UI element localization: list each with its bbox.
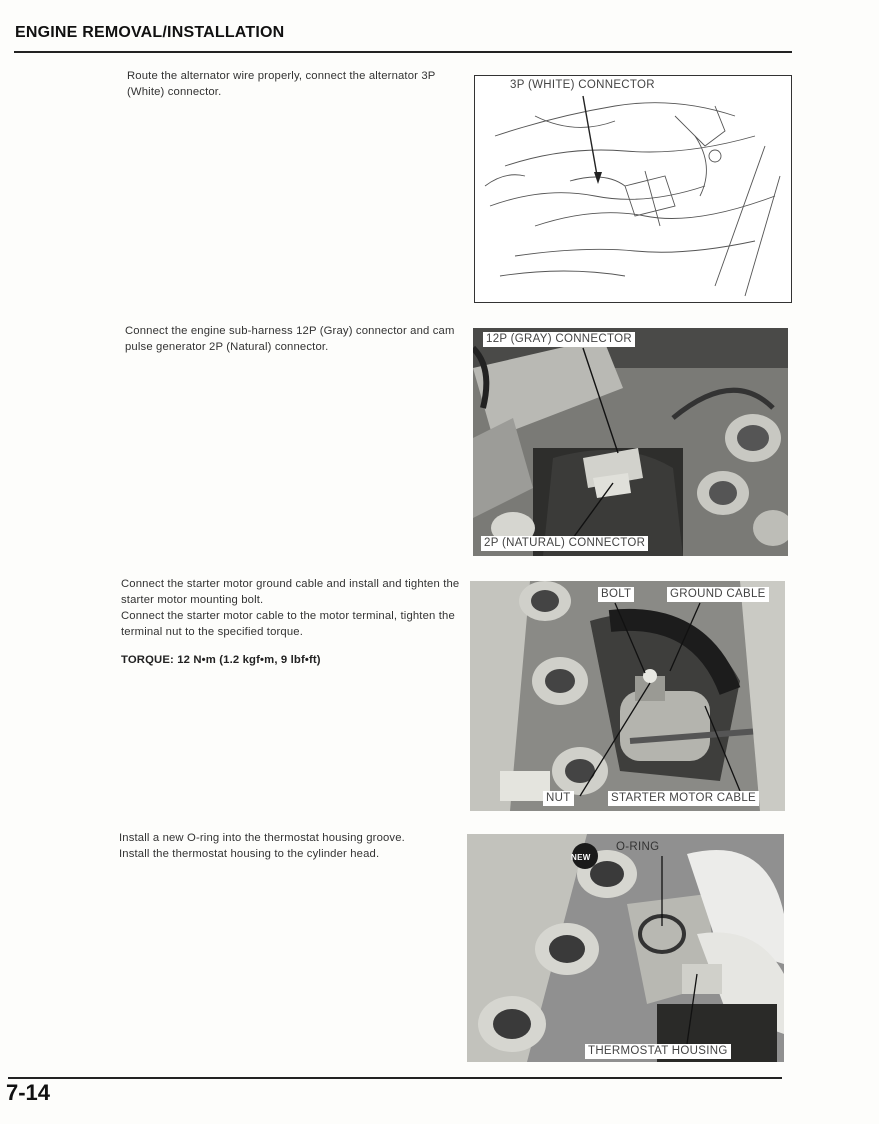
photo-starter-motor <box>470 581 785 811</box>
photo-thermostat-area <box>467 834 784 1062</box>
step-4-paragraph-2: Install the thermostat housing to the cylinder head. <box>119 848 380 860</box>
step-4-paragraph-1: Install a new O-ring into the thermostat housing groove. <box>119 832 405 844</box>
step-2-text <box>125 323 465 355</box>
step-2-paragraph: Connect the engine sub-harness 12P (Gray) connector and cam pulse generator 2P (Natural) connector. <box>125 325 455 353</box>
callout-starter-motor-cable: STARTER MOTOR CABLE <box>608 791 759 806</box>
new-part-badge: NEW <box>571 853 591 862</box>
step-3-paragraph-1: Connect the starter motor ground cable and install and tighten the starter motor mounting bolt. <box>121 578 460 606</box>
callout-2p-natural-connector: 2P (NATURAL) CONNECTOR <box>481 536 648 551</box>
footer-rule <box>8 1077 782 1079</box>
line-drawing-alternator <box>475 76 791 302</box>
photo-thermostat-housing <box>467 834 784 1062</box>
callout-bolt: BOLT <box>598 587 634 602</box>
step-4-text <box>119 830 453 862</box>
photo-engine-top <box>473 328 788 556</box>
step-1-paragraph: Route the alternator wire properly, connect the alternator 3P (White) connector. <box>127 70 436 98</box>
callout-thermostat-housing: THERMOSTAT HOUSING <box>585 1044 731 1059</box>
figure-alternator-connector <box>474 75 792 303</box>
callout-ground-cable: GROUND CABLE <box>667 587 769 602</box>
photo-sub-harness-connectors <box>473 328 788 556</box>
step-1-text <box>127 68 462 100</box>
step-3-text <box>121 576 461 668</box>
callout-12p-gray-connector: 12P (GRAY) CONNECTOR <box>483 332 635 347</box>
photo-starter-area <box>470 581 785 811</box>
callout-o-ring: O-RING <box>616 841 660 853</box>
header-rule <box>14 51 792 53</box>
torque-spec: TORQUE: 12 N•m (1.2 kgf•m, 9 lbf•ft) <box>121 654 321 666</box>
step-3-paragraph-2: Connect the starter motor cable to the motor terminal, tighten the terminal nut to the specified torque. <box>121 610 455 638</box>
callout-3p-white-connector: 3P (WHITE) CONNECTOR <box>507 78 658 93</box>
page-title: ENGINE REMOVAL/INSTALLATION <box>15 24 285 41</box>
callout-nut: NUT <box>543 791 574 806</box>
page-number: 7-14 <box>6 1080 51 1105</box>
